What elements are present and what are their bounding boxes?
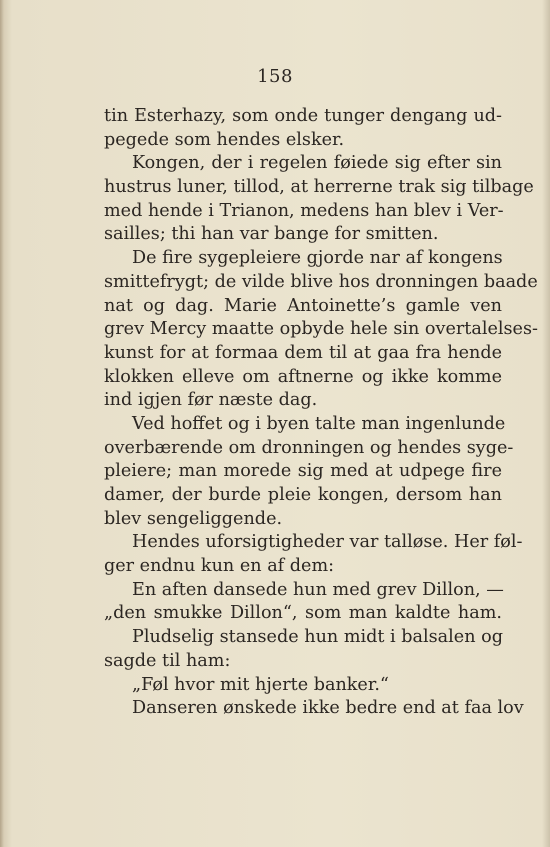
- text-line: sailles; thi han var bange for smitten.: [104, 224, 439, 245]
- text-line: De fire sygepleiere gjorde nar af kongens: [132, 248, 503, 269]
- text-line: Danseren ønskede ikke bedre end at faa lov: [132, 698, 524, 719]
- text-line: sagde til ham:: [104, 650, 231, 671]
- text-line: overbærende om dronningen og hendes syge-: [104, 437, 514, 458]
- text-line: „den smukke Dillon“, som man kaldte ham.: [104, 603, 502, 624]
- text-line: med hende i Trianon, medens han blev i Ver-: [104, 200, 504, 221]
- text-line: klokken elleve om aftnerne og ikke komme: [104, 366, 502, 387]
- text-line: grev Mercy maatte opbyde hele sin overtalelses-: [104, 319, 538, 340]
- text-line: „Føl hvor mit hjerte banker.“: [132, 674, 389, 695]
- text-line: damer, der burde pleie kongen, dersom han: [104, 485, 502, 505]
- text-line: nat og dag. Marie Antoinette’s gamle ven: [104, 295, 502, 316]
- text-line: Kongen, der i regelen føiede sig efter sin: [132, 153, 502, 174]
- text-line: pleiere; man morede sig med at udpege fire: [104, 461, 502, 482]
- text-line: Pludselig stansede hun midt i balsalen og: [132, 627, 503, 648]
- text-line: Ved hoffet og i byen talte man ingenlunde: [132, 413, 506, 434]
- text-line: tin Esterhazy, som onde tunger dengang ud-: [104, 106, 502, 126]
- text-line: smittefrygt; de vilde blive hos dronningen baade: [104, 271, 538, 292]
- text-line: hustrus luner, tillod, at herrerne trak sig tilbage: [104, 177, 534, 198]
- text-line: ger endnu kun en af dem:: [104, 556, 335, 577]
- text-line: Hendes uforsigtigheder var talløse. Her føl-: [132, 532, 523, 553]
- page-number: 158: [257, 66, 293, 87]
- text-line: blev sengeliggende.: [104, 508, 283, 529]
- body-text: [104, 105, 538, 721]
- text-line: En aften dansede hun med grev Dillon, —: [132, 579, 504, 600]
- text-line: ind igjen før næste dag.: [104, 390, 318, 411]
- text-line: kunst for at formaa dem til at gaa fra hende: [104, 342, 502, 363]
- text-line: pegede som hendes elsker.: [104, 129, 345, 150]
